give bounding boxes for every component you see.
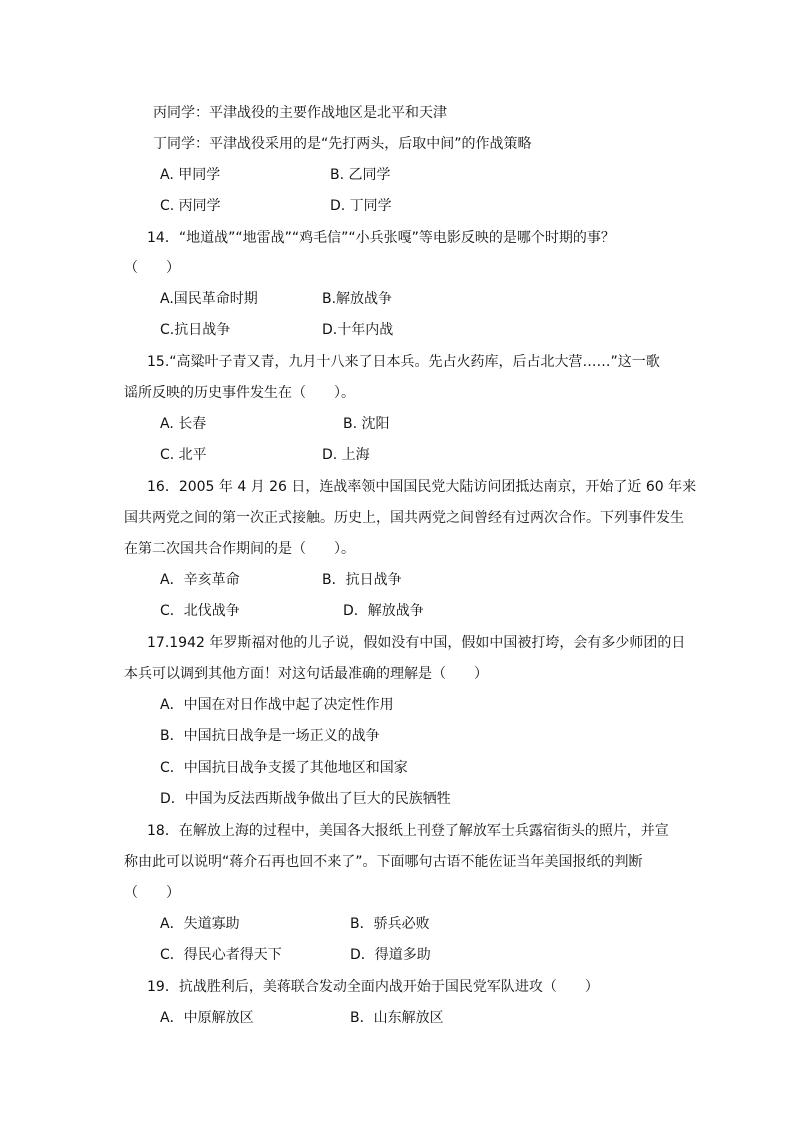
- q18-stem-line3: （ ）: [124, 885, 180, 901]
- q13-option-a: A. 甲同学: [160, 167, 221, 183]
- q15-stem-line2: 谣所反映的历史事件发生在（ ）。: [124, 385, 355, 401]
- q15-stem-line1: 15.“高粱叶子青又青，九月十八来了日本兵。先占火药库，后占北大营……”这一歌: [147, 354, 660, 370]
- q15-option-d: D. 上海: [322, 447, 370, 463]
- q14-option-b: B.解放战争: [322, 291, 393, 307]
- q18-option-c: C．得民心者得天下: [160, 947, 282, 963]
- q13-option-d: D. 丁同学: [330, 198, 392, 214]
- q17-stem-line2: 本兵可以调到其他方面！对这句话最准确的理解是（ ）: [124, 666, 488, 682]
- q14-option-a: A.国民革命时期: [160, 291, 258, 307]
- q19-stem-line1: 19．抗战胜利后，美蒋联合发动全面内战开始于国民党军队进攻（ ）: [147, 979, 599, 995]
- q19-option-b: B．山东解放区: [350, 1010, 444, 1026]
- q19-option-a: A．中原解放区: [160, 1010, 254, 1026]
- q14-option-d: D.十年内战: [322, 322, 394, 338]
- q14-stem-line1: 14．“地道战”“地雷战”“鸡毛信”“小兵张嘎”等电影反映的是哪个时期的事？: [147, 230, 615, 246]
- q18-option-b: B．骄兵必败: [350, 916, 430, 932]
- q13-option-c: C. 丙同学: [160, 198, 221, 214]
- q15-option-b: B. 沈阳: [343, 416, 390, 432]
- q16-option-b: B．抗日战争: [322, 572, 402, 588]
- q16-option-d: D．解放战争: [343, 603, 424, 619]
- intro-line-ding: 丁同学：平津战役采用的是“先打两头，后取中间”的作战策略: [153, 136, 532, 152]
- q13-option-b: B. 乙同学: [330, 167, 391, 183]
- q17-option-c: C．中国抗日战争支援了其他地区和国家: [160, 760, 408, 776]
- q18-stem-line2: 称由此可以说明“蒋介石再也回不来了”。下面哪句古语不能佐证当年美国报纸的判断: [124, 854, 643, 870]
- q16-stem-line2: 国共两党之间的第一次正式接触。历史上，国共两党之间曾经有过两次合作。下列事件发生: [124, 510, 684, 526]
- q14-stem-line2: （ ）: [124, 260, 180, 276]
- q17-option-a: A．中国在对日作战中起了决定性作用: [160, 697, 394, 713]
- q16-stem-line3: 在第二次国共合作期间的是（ ）。: [124, 541, 355, 557]
- q16-option-a: A．辛亥革命: [160, 572, 240, 588]
- q18-stem-line1: 18．在解放上海的过程中，美国各大报纸上刊登了解放军士兵露宿街头的照片，并宣: [147, 823, 669, 839]
- q17-stem-line1: 17.1942 年罗斯福对他的儿子说，假如没有中国，假如中国被打垮，会有多少师团的日: [147, 635, 686, 651]
- q16-stem-line1: 16．2005 年 4 月 26 日，连战率领中国国民党大陆访问团抵达南京，开始了近 60 年来: [147, 479, 697, 495]
- q14-option-c: C.抗日战争: [160, 322, 231, 338]
- intro-line-bing: 丙同学：平津战役的主要作战地区是北平和天津: [153, 105, 447, 121]
- q15-option-c: C. 北平: [160, 447, 207, 463]
- q18-option-a: A．失道寡助: [160, 916, 240, 932]
- q18-option-d: D．得道多助: [350, 947, 431, 963]
- q17-option-d: D．中国为反法西斯战争做出了巨大的民族牺牲: [160, 791, 451, 807]
- q17-option-b: B．中国抗日战争是一场正义的战争: [160, 728, 380, 744]
- q16-option-c: C．北伐战争: [160, 603, 240, 619]
- q15-option-a: A. 长春: [160, 416, 207, 432]
